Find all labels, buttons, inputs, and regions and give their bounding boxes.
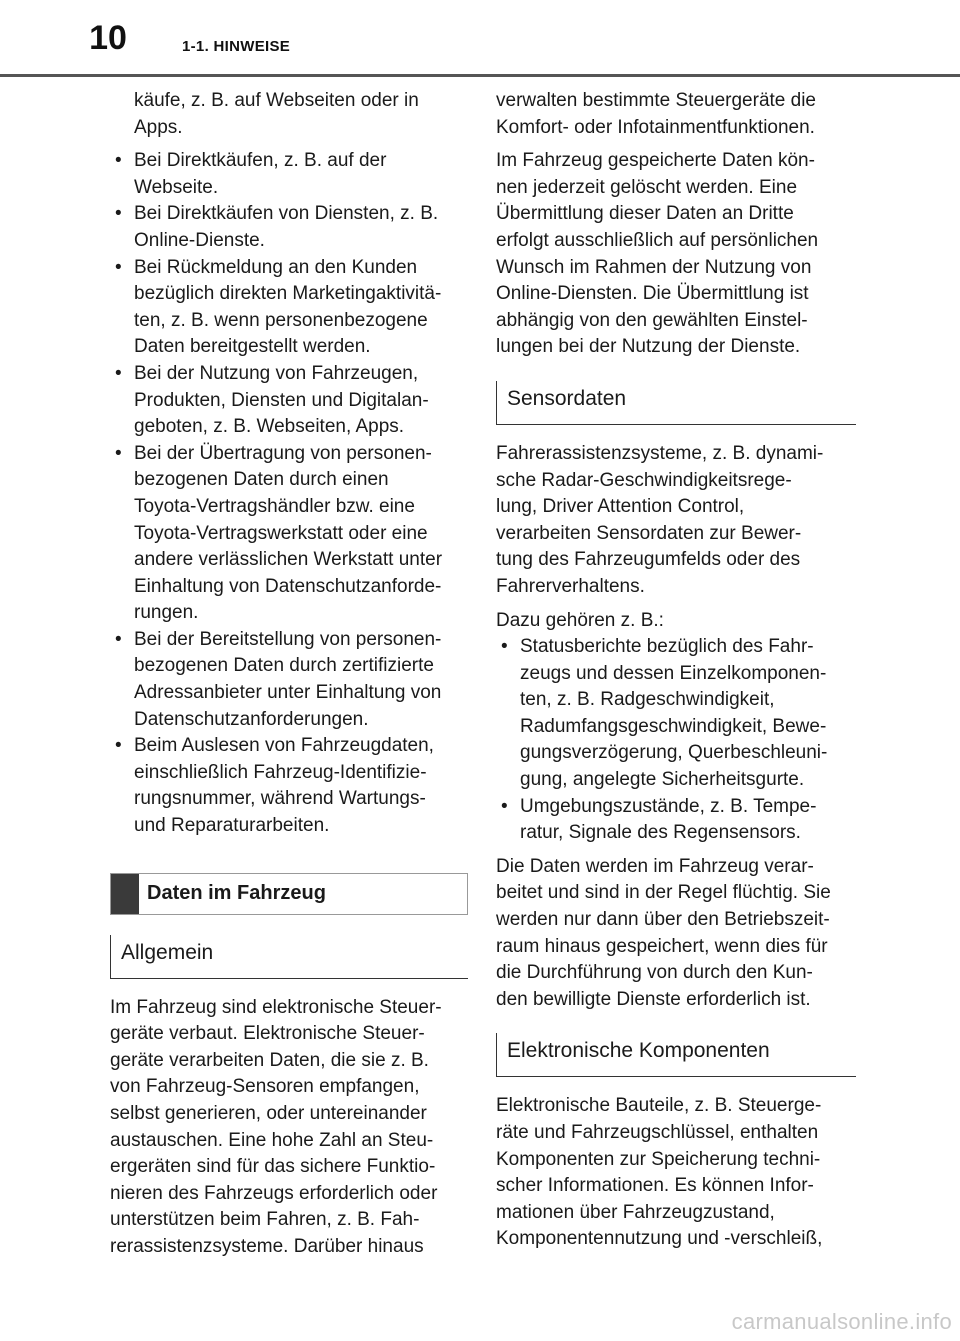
text-line: Die Daten werden im Fahrzeug verar- xyxy=(496,855,814,877)
left-column xyxy=(110,88,468,1268)
text-line: Bei Direktkäufen, z. B. auf der xyxy=(134,150,387,172)
text-line: Apps. xyxy=(134,116,183,138)
text-line: Datenschutzanforderungen. xyxy=(134,708,369,730)
paragraph-allgemein xyxy=(110,995,468,1261)
text-line: nen jederzeit gelöscht werden. Eine xyxy=(496,176,798,198)
list-item xyxy=(110,441,468,627)
text-line: rungen. xyxy=(134,602,199,624)
header-rule xyxy=(0,74,960,77)
text-line: Online-Dienste. xyxy=(134,229,265,251)
text-line: ten, z. B. wenn personenbezogene xyxy=(134,309,428,331)
text-line: ratur, Signale des Regensensors. xyxy=(520,822,801,844)
text-line: andere verlässlichen Werkstatt unter xyxy=(134,549,443,571)
text-line: Toyota-Vertragshändler bzw. eine xyxy=(134,495,415,517)
bullet-list-right xyxy=(496,634,856,847)
text-line: Toyota-Vertragswerkstatt oder eine xyxy=(134,522,428,544)
text-line: Radumfangsgeschwindigkeit, Bewe- xyxy=(520,715,827,737)
text-line: Einhaltung von Datenschutzanforde- xyxy=(134,575,442,597)
text-line: raum hinaus gespeichert, wenn dies für xyxy=(496,935,828,957)
list-item xyxy=(110,148,468,201)
text-line: sche Radar-Geschwindigkeitsrege- xyxy=(496,469,792,491)
text-line: Dazu gehören z. B.: xyxy=(496,609,664,631)
text-line: zeugs und dessen Einzelkomponen- xyxy=(520,662,827,684)
list-item xyxy=(110,201,468,254)
heading-allgemein xyxy=(110,935,468,979)
page-header xyxy=(0,0,960,78)
text-line: den bewilligte Dienste erforderlich ist. xyxy=(496,988,811,1010)
text-line: bezogenen Daten durch zertifizierte xyxy=(134,655,434,677)
text-line: erfolgt ausschließlich auf persönlichen xyxy=(496,229,819,251)
paragraph-4 xyxy=(496,608,856,635)
text-line: Umgebungszustände, z. B. Tempe- xyxy=(520,795,817,817)
right-column xyxy=(496,88,856,1260)
text-line: einschließlich Fahrzeug-Identifizie- xyxy=(134,761,427,783)
text-line: Produkten, Diensten und Digitalan- xyxy=(134,389,429,411)
text-line: Online-Diensten. Die Übermittlung ist xyxy=(496,283,809,305)
page-number: 10 xyxy=(89,19,127,57)
text-line: rungsnummer, während Wartungs- xyxy=(134,788,426,810)
text-line: Wunsch im Rahmen der Nutzung von xyxy=(496,256,812,278)
list-item xyxy=(496,794,856,847)
text-line: käufe, z. B. auf Webseiten oder in xyxy=(134,90,419,111)
text-line: von Fahrzeug-Sensoren empfangen, xyxy=(110,1076,420,1098)
text-line: lung, Driver Attention Control, xyxy=(496,496,745,518)
paragraph-5 xyxy=(496,854,856,1014)
list-item xyxy=(496,634,856,794)
text-line: mationen über Fahrzeugzustand, xyxy=(496,1201,775,1223)
text-line: Komponenten zur Speicherung techni- xyxy=(496,1148,821,1170)
heading-text: Allgemein xyxy=(121,940,214,964)
heading-elektronische-komponenten xyxy=(496,1033,856,1077)
text-line: Webseite. xyxy=(134,176,219,198)
heading-text: Daten im Fahrzeug xyxy=(147,881,326,904)
watermark: carmanualsonline.info xyxy=(731,1309,952,1334)
text-line: räte und Fahrzeugschlüssel, enthalten xyxy=(496,1122,819,1143)
list-item xyxy=(110,255,468,361)
text-line: nieren des Fahrzeugs erforderlich oder xyxy=(110,1182,438,1204)
heading-daten-im-fahrzeug xyxy=(110,873,468,915)
text-line: gungsverzögerung, Querbeschleuni- xyxy=(520,742,828,764)
paragraph-6 xyxy=(496,1093,856,1253)
paragraph-2 xyxy=(496,148,856,361)
text-line: Bei der Nutzung von Fahrzeugen, xyxy=(134,362,419,384)
text-line: rerassistenzsysteme. Darüber hinaus xyxy=(110,1235,424,1257)
text-line: Bei Direktkäufen von Diensten, z. B. xyxy=(134,203,439,225)
text-line: Statusberichte bezüglich des Fahr- xyxy=(520,636,814,658)
text-line: austauschen. Eine hohe Zahl an Steu- xyxy=(110,1129,434,1151)
text-line: geräte verbaut. Elektronische Steuer- xyxy=(110,1023,425,1045)
text-line: abhängig von den gewählten Einstel- xyxy=(496,309,808,331)
heading-text: Sensordaten xyxy=(507,386,627,410)
text-line: die Durchführung von durch den Kun- xyxy=(496,962,813,984)
text-line: unterstützen beim Fahren, z. B. Fah- xyxy=(110,1209,420,1231)
list-item xyxy=(110,361,468,441)
paragraph-1 xyxy=(496,88,856,141)
text-line: Komfort- oder Infotainmentfunktionen. xyxy=(496,116,815,138)
text-line: und Reparaturarbeiten. xyxy=(134,815,330,837)
text-line: bezüglich direkten Marketingaktivitä- xyxy=(134,283,442,305)
text-line: Bei der Bereitstellung von personen- xyxy=(134,628,442,650)
paragraph-3 xyxy=(496,441,856,601)
text-line: Daten bereitgestellt werden. xyxy=(134,336,371,358)
text-line: gung, angelegte Sicherheitsgurte. xyxy=(520,769,805,791)
text-line: werden nur dann über den Betriebszeit- xyxy=(496,909,830,931)
text-line: ergeräten sind für das sichere Funktio- xyxy=(110,1156,436,1178)
text-line: tung des Fahrzeugumfelds oder des xyxy=(496,549,801,571)
text-line: Bei der Übertragung von personen- xyxy=(134,442,432,464)
text-line: Beim Auslesen von Fahrzeugdaten, xyxy=(134,735,434,757)
heading-text: Elektronische Komponenten xyxy=(507,1039,770,1063)
list-item xyxy=(110,733,468,839)
text-line: Elektronische Bauteile, z. B. Steuerge- xyxy=(496,1095,822,1117)
text-line: Bei Rückmeldung an den Kunden xyxy=(134,256,418,278)
section-title: 1-1. HINWEISE xyxy=(182,38,291,55)
text-line: verarbeiten Sensordaten zur Bewer- xyxy=(496,522,802,544)
text-line: Adressanbieter unter Einhaltung von xyxy=(134,682,442,704)
text-line: Im Fahrzeug sind elektronische Steuer- xyxy=(110,996,442,1018)
text-line: selbst generieren, oder untereinander xyxy=(110,1103,427,1124)
text-line: Fahrerassistenzsysteme, z. B. dynami- xyxy=(496,442,824,464)
text-line: Im Fahrzeug gespeicherte Daten kön- xyxy=(496,150,815,172)
text-line: lungen bei der Nutzung der Dienste. xyxy=(496,336,801,358)
list-item xyxy=(110,627,468,733)
bullet-list-left xyxy=(110,148,468,839)
text-line: Fahrerverhaltens. xyxy=(496,575,645,597)
text-line: beitet und sind in der Regel flüchtig. Sie xyxy=(496,882,831,904)
continued-text xyxy=(110,88,468,141)
text-line: scher Informationen. Es können Infor- xyxy=(496,1175,814,1197)
text-line: verwalten bestimmte Steuergeräte die xyxy=(496,90,816,111)
heading-bar xyxy=(111,874,139,914)
text-line: Komponentennutzung und -verschleiß, xyxy=(496,1228,823,1250)
text-line: Übermittlung dieser Daten an Dritte xyxy=(496,203,794,225)
heading-sensordaten xyxy=(496,381,856,425)
text-line: bezogenen Daten durch einen xyxy=(134,469,389,491)
text-line: ten, z. B. Radgeschwindigkeit, xyxy=(520,689,775,711)
text-line: geräte verarbeiten Daten, die sie z. B. xyxy=(110,1049,429,1071)
text-line: geboten, z. B. Webseiten, Apps. xyxy=(134,416,405,438)
